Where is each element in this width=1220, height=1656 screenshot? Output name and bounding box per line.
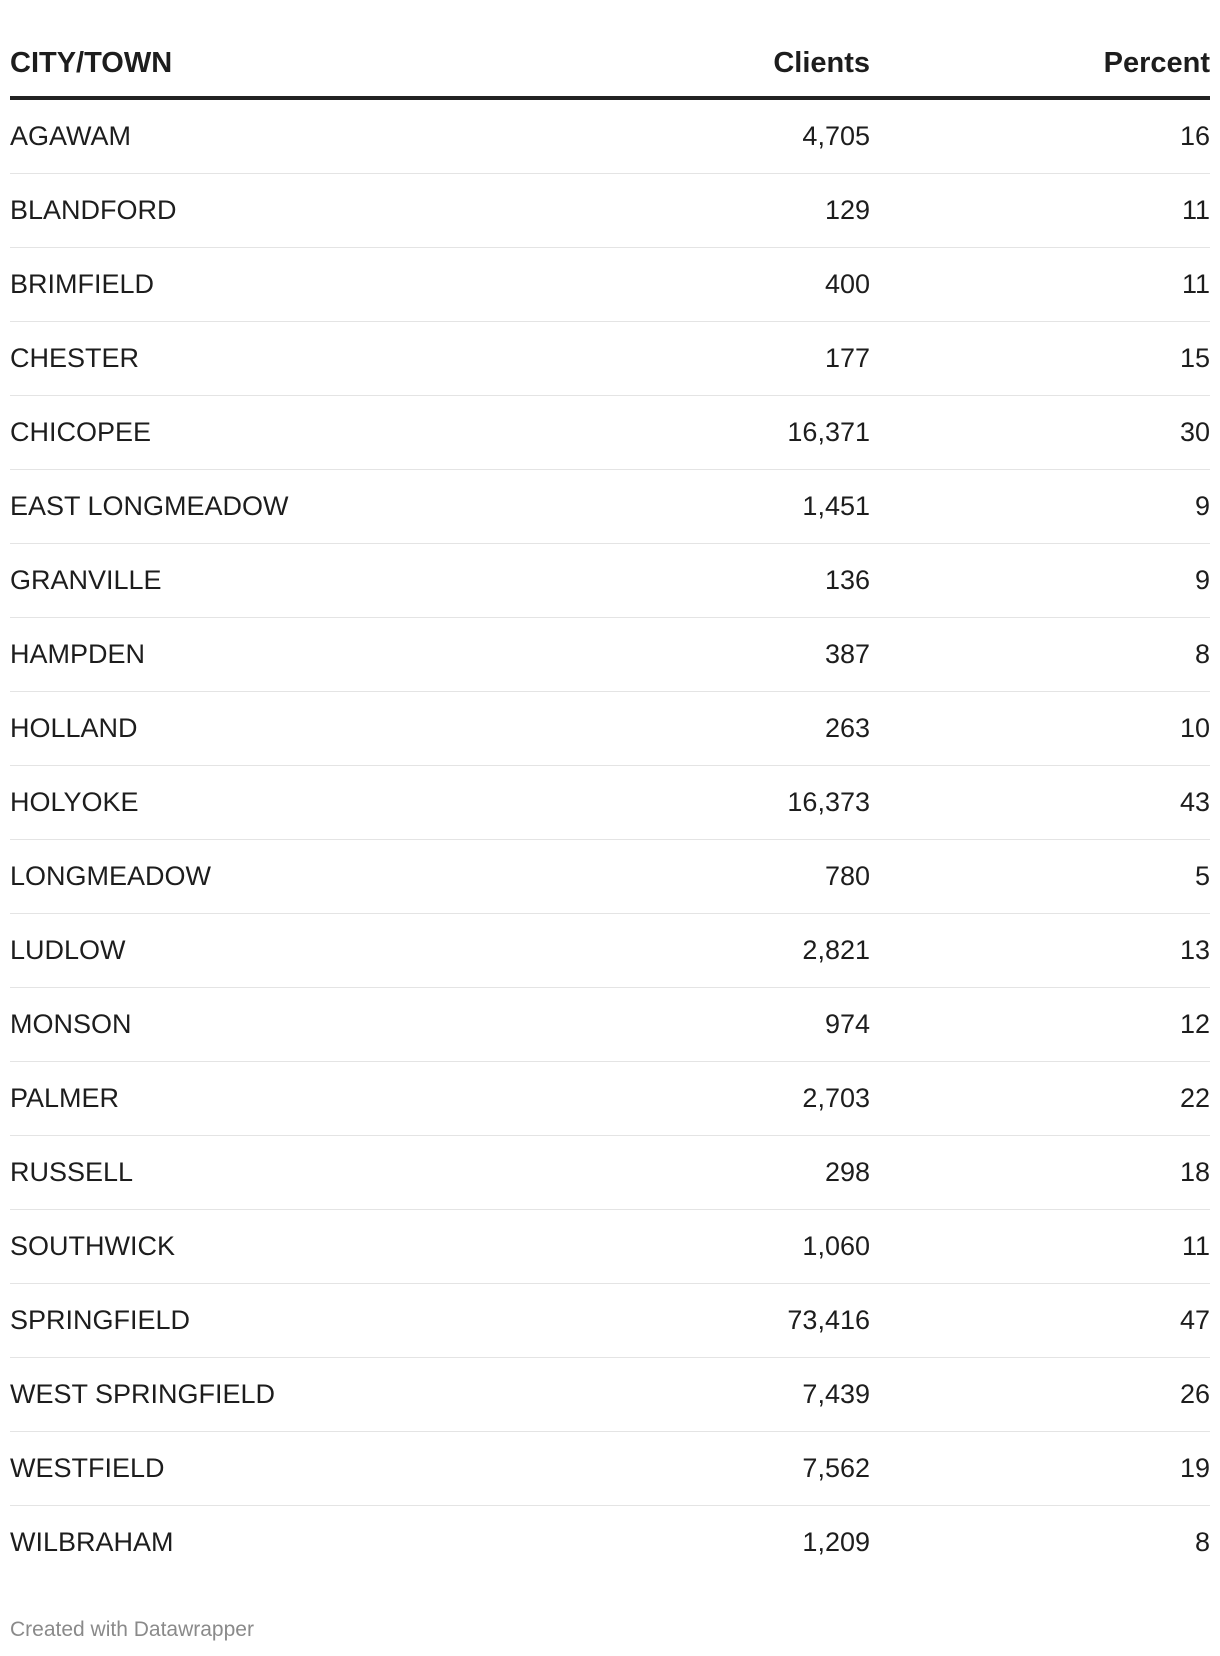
- table-row: [10, 1284, 1210, 1358]
- header-row: [10, 30, 1210, 98]
- column-header-percent[interactable]: Percent: [870, 30, 1210, 98]
- cell-percent: 16: [870, 98, 1210, 174]
- table-row: [10, 618, 1210, 692]
- cell-percent: 30: [870, 396, 1210, 470]
- cell-clients: 2,703: [530, 1062, 870, 1136]
- cell-clients: 974: [530, 988, 870, 1062]
- table-row: [10, 1506, 1210, 1580]
- cell-clients: 2,821: [530, 914, 870, 988]
- cell-percent: 8: [1194, 1527, 1210, 1557]
- cell-city-town: HOLYOKE: [10, 766, 530, 840]
- table-row: [10, 174, 1210, 248]
- cell-clients: 136: [530, 544, 870, 618]
- cell-percent: 8: [870, 618, 1210, 692]
- cell-clients: 4,705: [530, 98, 870, 174]
- cell-percent: 47: [870, 1284, 1210, 1358]
- cell-clients: 387: [530, 618, 870, 692]
- cell-clients: 129: [530, 174, 870, 248]
- cell-clients: 177: [530, 322, 870, 396]
- cell-city-town: HAMPDEN: [10, 618, 530, 692]
- cell-clients: 400: [530, 248, 870, 322]
- table-row: [10, 1210, 1210, 1284]
- data-table-container: [10, 30, 1210, 1579]
- cell-percent: 9: [870, 470, 1210, 544]
- cell-percent: 18: [870, 1136, 1210, 1210]
- column-header-city-town[interactable]: CITY/TOWN: [10, 30, 530, 98]
- cell-city-town: PALMER: [10, 1062, 530, 1136]
- table-row: [10, 544, 1210, 618]
- datawrapper-credit: Created with Datawrapper: [10, 1618, 254, 1641]
- cell-city-town: CHICOPEE: [10, 396, 530, 470]
- table-row: [10, 692, 1210, 766]
- cell-clients: 73,416: [530, 1284, 870, 1358]
- cell-city-town: WEST SPRINGFIELD: [10, 1358, 530, 1432]
- cell-percent: 43: [870, 766, 1210, 840]
- table-row: [10, 1432, 1210, 1506]
- cell-city-town: GRANVILLE: [10, 544, 530, 618]
- cell-percent: 11: [870, 248, 1210, 322]
- cell-city-town: CHESTER: [10, 322, 530, 396]
- cell-city-town: EAST LONGMEADOW: [10, 470, 530, 544]
- cell-city-town: MONSON: [10, 988, 530, 1062]
- table-header: [10, 30, 1210, 98]
- cell-city-town: LUDLOW: [10, 914, 530, 988]
- cell-percent: 11: [870, 1210, 1210, 1284]
- table-row: [10, 322, 1210, 396]
- table-row: [10, 766, 1210, 840]
- cell-percent: 11: [870, 174, 1210, 248]
- table-row: [10, 98, 1210, 174]
- cell-clients: 1,060: [530, 1210, 870, 1284]
- table-row: [10, 914, 1210, 988]
- table-row: [10, 1062, 1210, 1136]
- cell-city-town: BLANDFORD: [10, 174, 530, 248]
- cell-percent: 22: [870, 1062, 1210, 1136]
- cell-clients: 16,371: [530, 396, 870, 470]
- cell-city-town: AGAWAM: [10, 98, 530, 174]
- cell-clients: 1,209: [802, 1527, 870, 1557]
- table-body: [10, 98, 1210, 1579]
- cell-clients: 780: [530, 840, 870, 914]
- data-table: [10, 30, 1210, 1579]
- cell-percent: 26: [870, 1358, 1210, 1432]
- table-row: [10, 248, 1210, 322]
- table-row: [10, 1358, 1210, 1432]
- cell-city-town: BRIMFIELD: [10, 248, 530, 322]
- cell-percent: 15: [870, 322, 1210, 396]
- cell-clients: 1,451: [530, 470, 870, 544]
- cell-percent: 12: [870, 988, 1210, 1062]
- cell-city-town: RUSSELL: [10, 1136, 530, 1210]
- table-row: [10, 988, 1210, 1062]
- cell-city-town: SOUTHWICK: [10, 1210, 530, 1284]
- column-header-clients[interactable]: Clients: [530, 30, 870, 98]
- cell-percent: 9: [870, 544, 1210, 618]
- cell-clients: 7,439: [530, 1358, 870, 1432]
- table-row: [10, 396, 1210, 470]
- cell-clients: 298: [530, 1136, 870, 1210]
- table-row: [10, 1136, 1210, 1210]
- table-row: [10, 470, 1210, 544]
- cell-percent: 10: [870, 692, 1210, 766]
- cell-percent: 19: [870, 1432, 1210, 1506]
- cell-city-town: WESTFIELD: [10, 1432, 530, 1506]
- cell-clients: 7,562: [530, 1432, 870, 1506]
- cell-city-town: SPRINGFIELD: [10, 1284, 530, 1358]
- cell-percent: 5: [870, 840, 1210, 914]
- cell-city-town: HOLLAND: [10, 692, 530, 766]
- cell-city-town: WILBRAHAM: [10, 1527, 174, 1557]
- cell-city-town: LONGMEADOW: [10, 840, 530, 914]
- table-row: [10, 840, 1210, 914]
- cell-percent: 13: [870, 914, 1210, 988]
- cell-clients: 263: [530, 692, 870, 766]
- cell-clients: 16,373: [530, 766, 870, 840]
